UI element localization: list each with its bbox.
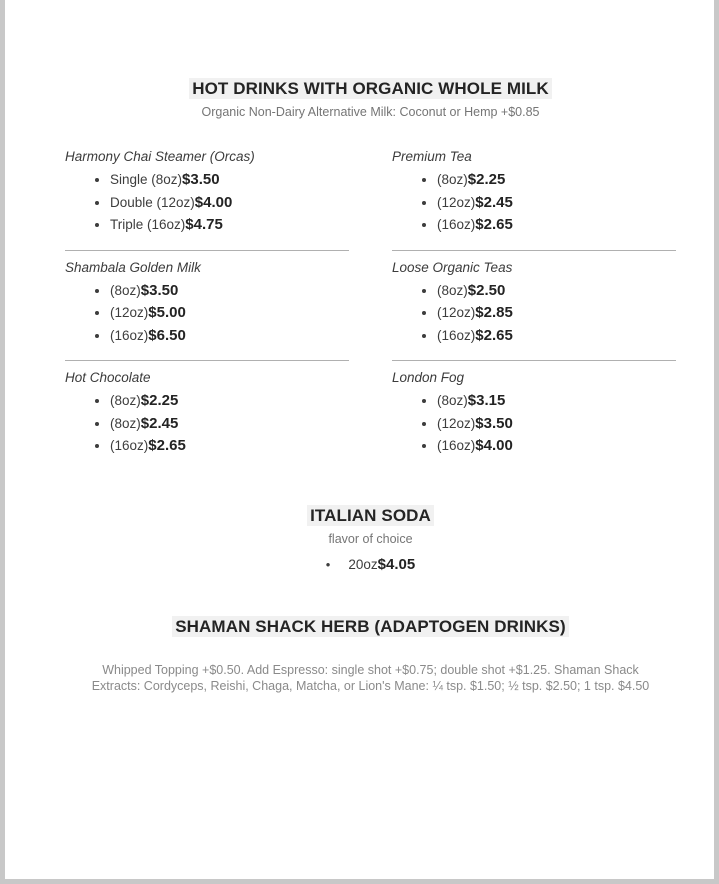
option-row <box>110 325 349 348</box>
option-label: (8oz) <box>110 282 141 298</box>
option-row <box>110 435 349 458</box>
option-price: $3.50 <box>182 171 220 188</box>
option-label: (12oz) <box>437 305 476 320</box>
option-price: $2.85 <box>475 304 513 321</box>
option-list <box>392 169 676 237</box>
option-price: $2.45 <box>140 414 179 432</box>
option-row <box>110 169 349 192</box>
option-price: $3.50 <box>140 281 179 299</box>
option-row <box>110 413 349 436</box>
option-row <box>110 390 349 413</box>
option-label: (8oz) <box>437 393 468 408</box>
option-row <box>437 390 676 413</box>
option-row <box>437 214 676 237</box>
option-row <box>110 302 349 325</box>
option-list <box>392 390 676 458</box>
menu-item-name: Premium Tea <box>392 149 472 164</box>
option-row <box>110 192 349 215</box>
option-label: (12oz) <box>437 194 476 210</box>
option-price: $4.05 <box>377 555 416 573</box>
option-row <box>437 192 676 215</box>
menu-item-name: Harmony Chai Steamer (Orcas) <box>65 149 255 164</box>
menu-section-premium-tea <box>392 140 676 250</box>
menu-item-name: Hot Chocolate <box>65 370 151 385</box>
option-label: Double (12oz) <box>110 194 195 210</box>
option-price: $2.25 <box>467 171 506 188</box>
shaman-shack-title-text: SHAMAN SHACK HERB (ADAPTOGEN DRINKS) <box>172 616 569 637</box>
italian-soda-option-row <box>65 554 676 576</box>
shaman-shack-section <box>65 616 676 637</box>
option-price: $2.25 <box>140 392 179 409</box>
option-label: Triple (16oz) <box>110 217 186 232</box>
option-price: $3.50 <box>475 414 513 432</box>
option-price: $2.65 <box>475 216 513 233</box>
hot-drinks-title <box>65 78 676 99</box>
menu-item-name: Loose Organic Teas <box>392 259 513 275</box>
menu-item-name: London Fog <box>392 370 465 385</box>
option-label: 20oz <box>348 556 378 572</box>
option-price: $2.45 <box>475 193 513 211</box>
option-label: Single (8oz) <box>110 172 183 187</box>
option-label: (12oz) <box>110 305 149 320</box>
menu-section-shambala-golden-milk <box>65 250 349 361</box>
option-list <box>65 169 349 237</box>
italian-soda-title <box>65 505 676 526</box>
option-label: (16oz) <box>437 217 476 232</box>
option-label: (12oz) <box>437 415 476 431</box>
option-price: $3.15 <box>467 392 506 409</box>
option-price: $4.00 <box>475 437 513 454</box>
menu-footnote: Whipped Topping +$0.50. Add Espresso: single shot +$0.75; double shot +$1.25. Shaman Shack Extracts: Cordyceps, Reishi, Chaga, Matcha, or Lion's Mane: ¼ tsp. $1.50; ½ tsp. $2.50; 1 tsp. $4.50 <box>91 662 650 693</box>
option-price: $2.65 <box>148 437 186 454</box>
menu-section-london-fog <box>392 360 676 471</box>
option-list <box>65 280 349 348</box>
option-label: (8oz) <box>437 282 468 298</box>
option-row <box>437 280 676 303</box>
menu-content <box>5 0 714 695</box>
option-row <box>437 302 676 325</box>
option-price: $5.00 <box>148 304 186 321</box>
menu-section-hot-chocolate <box>65 360 349 471</box>
option-list <box>392 280 676 348</box>
option-price: $4.00 <box>194 193 233 211</box>
option-label: (8oz) <box>110 393 141 408</box>
menu-section-harmony-chai <box>65 140 349 250</box>
option-price: $2.65 <box>475 326 513 344</box>
option-label: (16oz) <box>110 327 149 343</box>
option-row <box>437 169 676 192</box>
option-label: (16oz) <box>437 327 476 343</box>
italian-soda-section <box>65 505 676 576</box>
option-label: (8oz) <box>110 415 141 431</box>
italian-soda-subtitle: flavor of choice <box>328 531 413 546</box>
option-row <box>437 435 676 458</box>
hot-drinks-subtitle: Organic Non-Dairy Alternative Milk: Coconut or Hemp +$0.85 <box>201 105 540 119</box>
option-row <box>437 413 676 436</box>
menu-section-loose-organic-teas <box>392 250 676 361</box>
option-label: (8oz) <box>437 172 468 187</box>
option-row <box>437 325 676 348</box>
hot-drinks-title-text: HOT DRINKS WITH ORGANIC WHOLE MILK <box>189 78 552 99</box>
shaman-shack-title <box>65 616 676 637</box>
option-row <box>110 214 349 237</box>
italian-soda-title-text: ITALIAN SODA <box>307 505 434 526</box>
option-price: $2.50 <box>467 281 506 299</box>
option-row <box>110 280 349 303</box>
option-price: $4.75 <box>185 216 223 233</box>
menu-item-name: Shambala Golden Milk <box>65 259 201 275</box>
option-label: (16oz) <box>437 438 476 453</box>
hot-drinks-grid <box>65 140 676 471</box>
option-label: (16oz) <box>110 438 149 453</box>
option-price: $6.50 <box>148 326 186 344</box>
bullet-icon: • <box>325 556 331 572</box>
option-list <box>65 390 349 458</box>
